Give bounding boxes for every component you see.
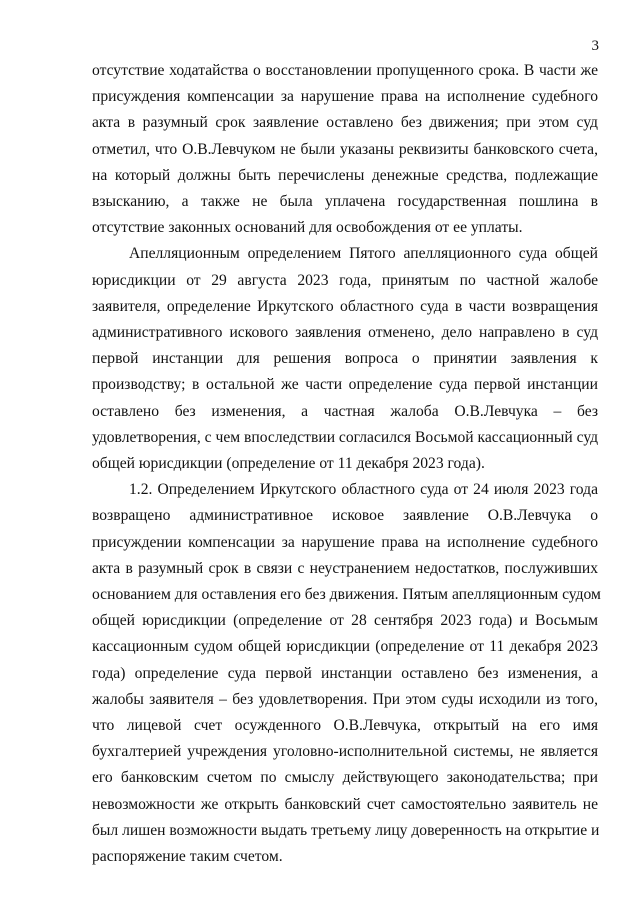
text-line: присуждения компенсации за нарушение права на исполнение судебного [92, 88, 598, 106]
text-line: акта в разумный срок в связи с неустранением недостатков, послуживших [92, 559, 598, 577]
text-line: что лицевой счет осужденного О.В.Левчука, открытый на его имя [92, 717, 598, 735]
text-line: Апелляционным определением Пятого апелляционного суда общей [129, 245, 598, 263]
text-line: производству; в остальной же части определение суда первой инстанции [92, 376, 598, 394]
text-line: возвращено административное исковое заявление О.В.Левчука о [92, 507, 598, 525]
text-line: общей юрисдикции (определение от 28 сентября 2023 года) и Восьмым [92, 612, 598, 630]
text-line: юрисдикции от 29 августа 2023 года, принятым по частной жалобе [92, 271, 598, 289]
text-line: отсутствие ходатайства о восстановлении пропущенного срока. В части же [92, 62, 598, 79]
text-line: года) определение суда первой инстанции оставлено без изменения, а [92, 664, 598, 682]
text-line: жалобы заявителя – без удовлетворения. При этом суды исходили из того, [92, 690, 598, 708]
text-line: невозможности же открыть банковский счет самостоятельно заявитель не [92, 795, 598, 813]
text-line: на который должны быть перечислены денежные средства, подлежащие [92, 166, 598, 184]
text-line: общей юрисдикции (определение от 11 декабря 2023 года). [92, 455, 485, 473]
text-line: взысканию, а также не была уплачена государственная пошлина в [92, 193, 598, 211]
text-line: заявителя, определение Иркутского областного суда в части возвращения [92, 297, 598, 315]
paragraph [92, 58, 598, 241]
text-line: был лишен возможности выдать третьему лицу доверенность на открытие и [92, 821, 600, 839]
text-line: удовлетворения, с чем впоследствии согласился Восьмой кассационный суд [92, 428, 599, 446]
text-line: присуждении компенсации за нарушение права на исполнение судебного [92, 533, 598, 551]
text-line: 1.2. Определением Иркутского областного суда от 24 июля 2023 года [129, 481, 598, 499]
text-line: оставлено без изменения, а частная жалоба О.В.Левчука – без [92, 402, 598, 420]
text-line: отсутствие законных оснований для освобождения от ее уплаты. [92, 219, 523, 237]
text-line: отметил, что О.В.Левчуком не были указаны реквизиты банковского счета, [92, 140, 598, 158]
paragraph [92, 241, 598, 477]
text-line: распоряжение таким счетом. [92, 848, 283, 866]
document-body [92, 58, 601, 870]
text-line: кассационным судом общей юрисдикции (определение от 11 декабря 2023 [92, 638, 598, 656]
page-number: 3 [591, 38, 599, 54]
text-line: основанием для оставления его без движения. Пятым апелляционным судом [92, 586, 601, 604]
text-line: первой инстанции для решения вопроса о принятии заявления к [92, 350, 598, 368]
text-line: административного искового заявления отменено, дело направлено в суд [92, 324, 598, 342]
text-line: бухгалтерией учреждения уголовно-исполнительной системы, не является [92, 743, 598, 761]
text-line: акта в разумный срок заявление оставлено без движения; при этом суд [92, 114, 598, 132]
paragraph [92, 477, 601, 870]
text-line: его банковским счетом по смыслу действующего законодательства; при [92, 769, 598, 787]
